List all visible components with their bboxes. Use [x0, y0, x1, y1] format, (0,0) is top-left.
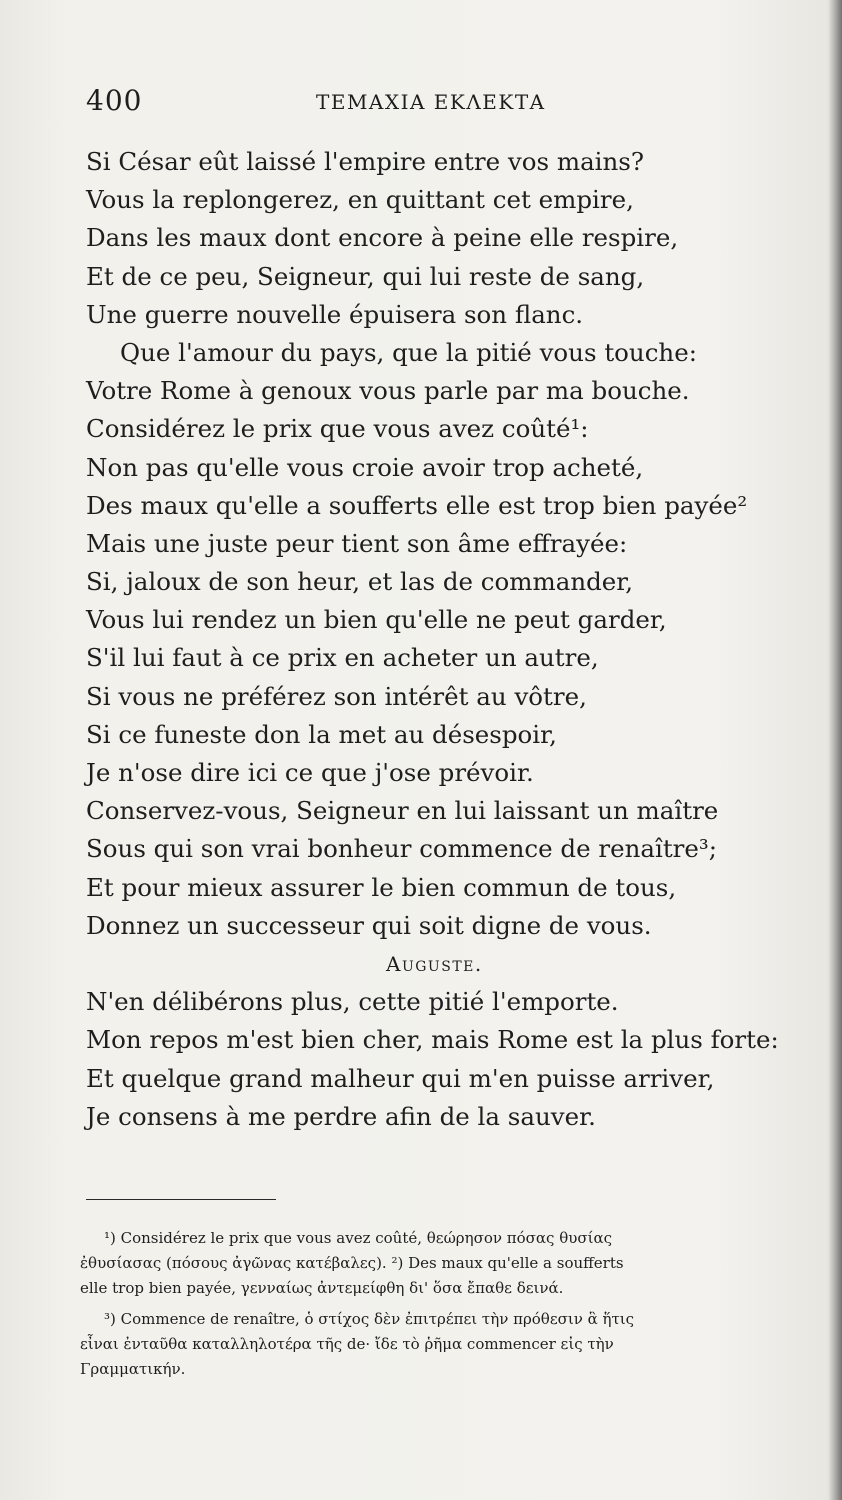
verse-line: Si ce funeste don la met au désespoir, — [86, 719, 557, 749]
footnote-line: elle trop bien payée, γενναίως ἀντεμείφθη δι' ὅσα ἔπαθε δεινά. — [80, 1279, 564, 1297]
verse-line: Je n'ose dire ici ce que j'ose prévoir. — [86, 758, 534, 787]
page-spine-shadow — [828, 0, 842, 1500]
verse-line: Et quelque grand malheur qui m'en puisse arriver, — [86, 1063, 715, 1093]
verse-line: Considérez le prix que vous avez coûté¹: — [86, 414, 589, 444]
verse-line: Votre Rome à genoux vous parle par ma bouche. — [86, 376, 690, 406]
verse-line: Mon repos m'est bien cher, mais Rome est la plus forte: — [86, 1025, 779, 1055]
verse-line: Une guerre nouvelle épuisera son flanc. — [86, 299, 584, 329]
verse-line: N'en délibérons plus, cette pitié l'emporte. — [86, 987, 619, 1017]
footnote-line: ἐθυσίασας (πόσους ἀγῶνας κατέβαλες). ²) Des maux qu'elle a soufferts — [80, 1254, 624, 1272]
page-number: 400 — [86, 84, 143, 117]
verse-block — [86, 143, 779, 1136]
verse-line: Et de ce peu, Seigneur, qui lui reste de sang, — [86, 261, 645, 291]
verse-line: Et pour mieux assurer le bien commun de tous, — [86, 872, 677, 902]
verse-line: Mais une juste peur tient son âme effrayée: — [86, 528, 628, 558]
verse-line: Sous qui son vrai bonheur commence de renaître³; — [86, 834, 717, 864]
footnotes — [80, 1226, 820, 1382]
verse-line: Des maux qu'elle a soufferts elle est trop bien payée² — [86, 490, 748, 520]
verse-line: Donnez un successeur qui soit digne de vous. — [86, 910, 652, 940]
verse-line: Dans les maux dont encore à peine elle respire, — [86, 223, 679, 253]
verse-line: S'il lui faut à ce prix en acheter un autre, — [86, 643, 599, 673]
speaker-name: Auguste. — [386, 951, 483, 976]
verse-line: Conservez-vous, Seigneur en lui laissant un maître — [86, 796, 719, 826]
page-header — [86, 84, 586, 117]
verse-line: Si, jaloux de son heur, et las de commander, — [86, 567, 634, 597]
verse-line: Je consens à me perdre afin de la sauver. — [86, 1101, 596, 1131]
verse-line: Vous la replongerez, en quittant cet empire, — [86, 185, 634, 215]
footnote-line: εἶναι ἐνταῦθα καταλληλοτέρα τῆς de· ἴδε τὸ ῥῆμα commencer εἰς τὴν — [80, 1335, 614, 1353]
verse-line: Si César eût laissé l'empire entre vos mains? — [86, 147, 645, 176]
footnote-rule — [86, 1199, 276, 1200]
footnote-line: ¹) Considérez le prix que vous avez coûté, θεώρησον πόσας θυσίας — [104, 1229, 612, 1247]
footnote-line: ³) Commence de renaître, ὁ στίχος δὲν ἐπιτρέπει τὴν πρόθεσιν ἃ ἥτις — [104, 1310, 635, 1328]
verse-line: Non pas qu'elle vous croie avoir trop acheté, — [86, 452, 644, 482]
verse-line: Si vous ne préférez son intérêt au vôtre, — [86, 681, 587, 711]
running-title: ΤΕΜΑΧΙΑ ΕΚΛΕΚΤΑ — [316, 90, 546, 114]
footnote-line: Γραμματικήν. — [80, 1360, 186, 1378]
verse-line: Vous lui rendez un bien qu'elle ne peut garder, — [86, 605, 667, 635]
verse-line: Que l'amour du pays, que la pitié vous touche: — [120, 337, 697, 367]
